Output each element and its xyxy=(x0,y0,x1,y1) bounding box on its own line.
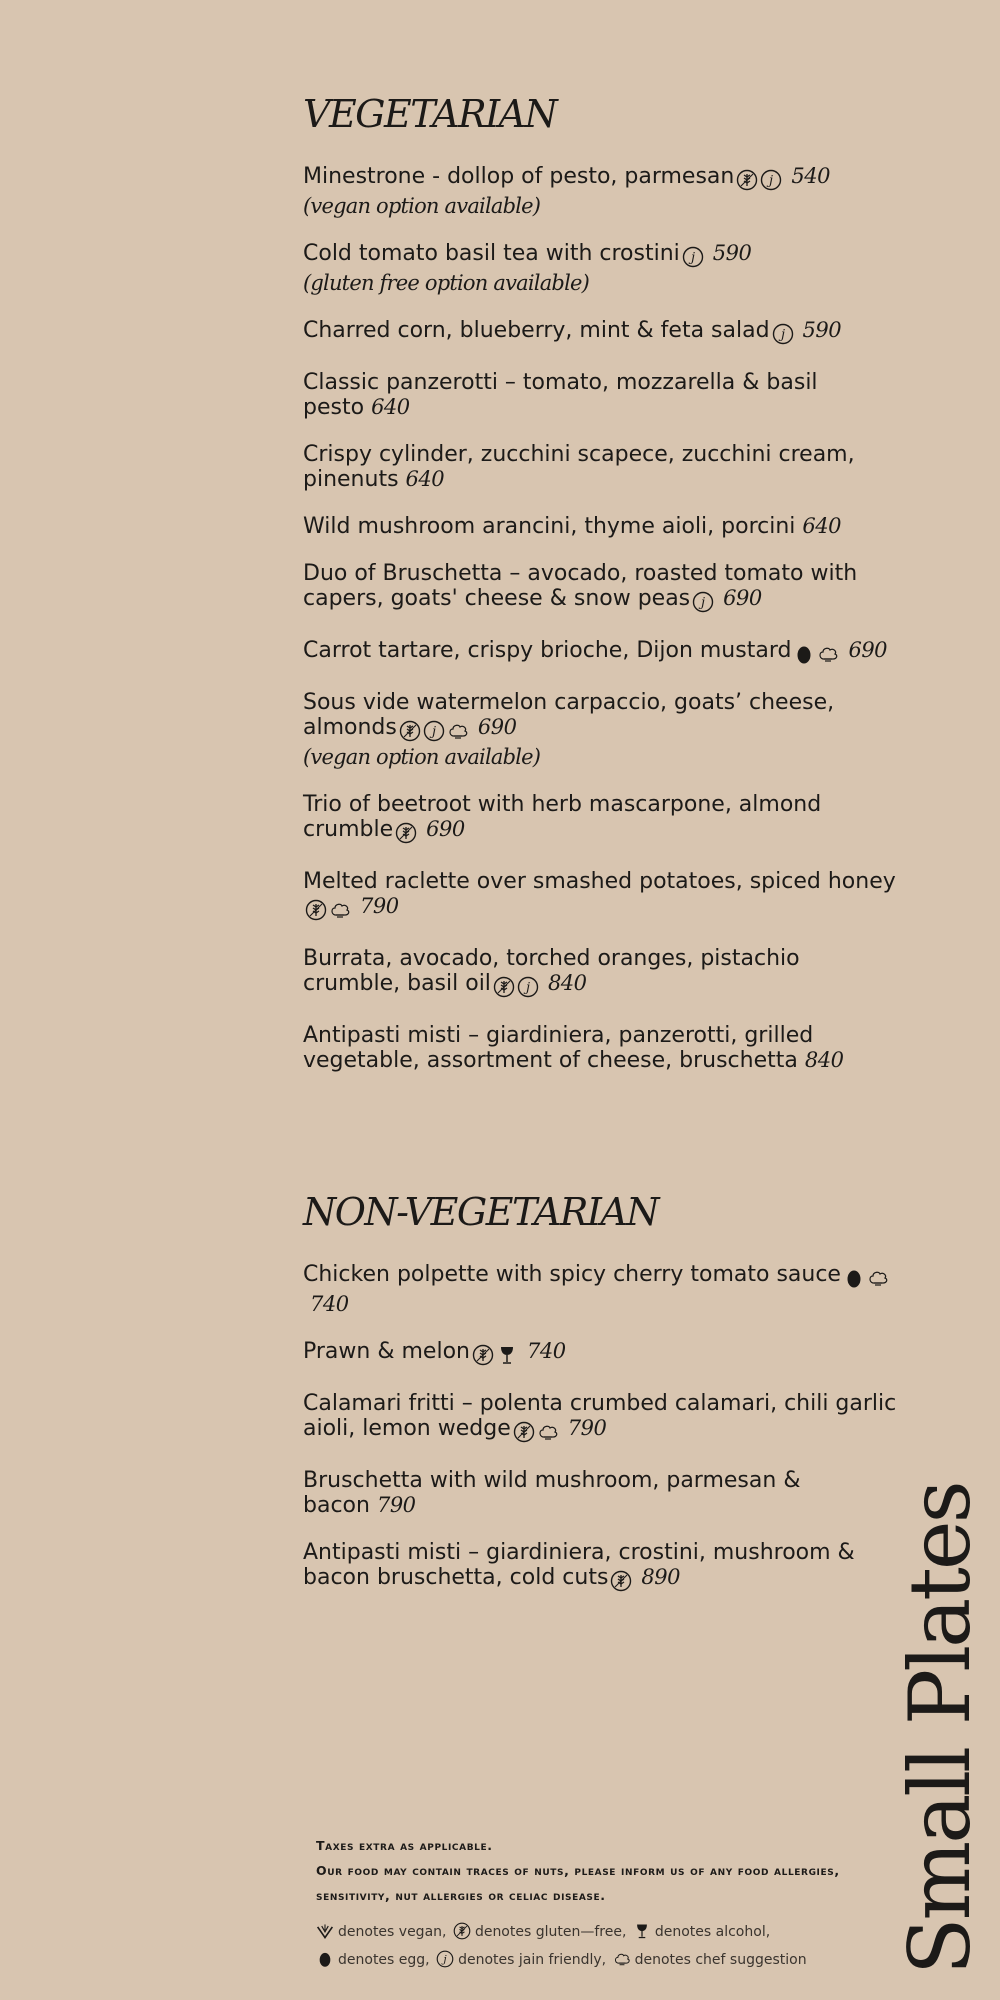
gluten-free-icon xyxy=(399,720,421,742)
svg-text:j: j xyxy=(780,327,785,343)
item-name: Antipasti misti – giardiniera, crostini, mushroom & bacon bruschetta, cold cuts xyxy=(303,1540,855,1590)
menu-item xyxy=(303,442,903,492)
item-price: 790 xyxy=(567,1416,607,1440)
item-icons xyxy=(772,323,796,348)
item-icons xyxy=(399,720,471,745)
chef-icon xyxy=(537,1421,559,1443)
section-title: NON-VEGETARIAN xyxy=(303,1190,659,1234)
item-price: 740 xyxy=(310,1292,349,1316)
jain-icon xyxy=(692,591,714,613)
item-name: Carrot tartare, crispy brioche, Dijon mustard xyxy=(303,638,792,663)
gluten-free-icon xyxy=(472,1344,494,1366)
item-name: Prawn & melon xyxy=(303,1339,470,1364)
item-price: 640 xyxy=(405,467,445,491)
svg-text:j: j xyxy=(701,595,706,611)
egg-icon xyxy=(316,1950,334,1968)
legend-text: denotes jain friendly, xyxy=(458,1952,607,1968)
menu-item xyxy=(303,869,903,924)
legend-text: denotes alcohol, xyxy=(654,1924,771,1940)
item-icons xyxy=(682,246,706,271)
menu-item xyxy=(303,1339,903,1369)
menu-item xyxy=(303,946,903,1001)
menu-item xyxy=(303,164,903,219)
item-icons xyxy=(843,1267,891,1292)
item-price: 790 xyxy=(376,1493,416,1517)
tax-notice: Taxes extra as applicable. xyxy=(316,1838,493,1853)
chef-icon xyxy=(447,720,469,742)
legend-entry xyxy=(316,1924,446,1940)
item-icons xyxy=(513,1421,561,1446)
item-icons xyxy=(493,976,541,1001)
menu-item xyxy=(303,241,903,296)
chef-icon xyxy=(867,1267,889,1289)
item-price: 840 xyxy=(804,1048,844,1072)
legend-text: denotes egg, xyxy=(338,1952,430,1968)
allergy-notice: Our food may contain traces of nuts, please inform us of any food allergies, sensitivity, nut allergies or celiac disease. xyxy=(316,1863,840,1903)
item-note: (gluten free option available) xyxy=(303,271,590,295)
menu-sections xyxy=(303,92,903,1595)
item-price: 590 xyxy=(802,318,842,342)
item-icons xyxy=(472,1344,520,1369)
item-price: 690 xyxy=(723,586,762,610)
svg-text:j: j xyxy=(431,724,436,740)
item-icons xyxy=(395,822,419,847)
menu-item xyxy=(303,638,903,668)
icon-legend xyxy=(316,1918,876,1974)
jain-icon xyxy=(772,323,794,345)
vegan-icon xyxy=(316,1922,334,1940)
chef-icon xyxy=(329,899,351,921)
jain-icon xyxy=(682,246,704,268)
gluten-free-icon xyxy=(513,1421,535,1443)
menu-item xyxy=(303,792,903,847)
item-name: Melted raclette over smashed potatoes, spiced honey xyxy=(303,869,896,894)
egg-icon xyxy=(843,1267,865,1289)
item-price: 590 xyxy=(712,241,752,265)
menu-content xyxy=(303,92,903,1617)
alcohol-icon xyxy=(496,1344,518,1366)
jain-icon xyxy=(760,169,782,191)
item-icons xyxy=(305,899,353,924)
section-title: VEGETARIAN xyxy=(303,92,557,136)
item-price: 890 xyxy=(641,1565,680,1589)
item-name: Duo of Bruschetta – avocado, roasted tomato with capers, goats' cheese & snow peas xyxy=(303,561,858,611)
legend-entry xyxy=(633,1924,770,1940)
menu-item xyxy=(303,1262,903,1317)
menu-item xyxy=(303,1540,903,1595)
svg-text:j: j xyxy=(769,173,774,189)
item-price: 690 xyxy=(426,817,465,841)
item-note: (vegan option available) xyxy=(303,194,541,218)
item-name: Chicken polpette with spicy cherry tomato sauce xyxy=(303,1262,841,1287)
item-price: 690 xyxy=(848,638,888,662)
legend-entry xyxy=(613,1952,807,1968)
menu-item xyxy=(303,370,903,420)
item-name: Wild mushroom arancini, thyme aioli, porcini xyxy=(303,514,796,539)
menu-item xyxy=(303,514,903,539)
legend-entry xyxy=(453,1924,626,1940)
item-price: 640 xyxy=(371,395,410,419)
item-name: Trio of beetroot with herb mascarpone, almond crumble xyxy=(303,792,822,842)
menu-item xyxy=(303,1468,903,1518)
gluten-free-icon xyxy=(395,822,417,844)
jain-icon xyxy=(436,1950,454,1968)
item-note: (vegan option available) xyxy=(303,745,541,769)
item-name: Calamari fritti – polenta crumbed calamari, chili garlic aioli, lemon wedge xyxy=(303,1391,897,1441)
item-name: Cold tomato basil tea with crostini xyxy=(303,241,680,266)
item-name: Burrata, avocado, torched oranges, pistachio crumble, basil oil xyxy=(303,946,800,996)
item-price: 840 xyxy=(547,971,587,995)
gluten-free-icon xyxy=(610,1570,632,1592)
item-price: 740 xyxy=(526,1339,566,1363)
jain-icon xyxy=(423,720,445,742)
menu-item xyxy=(303,318,903,348)
item-name: Bruschetta with wild mushroom, parmesan & bacon xyxy=(303,1468,801,1518)
legend-text: denotes vegan, xyxy=(338,1924,447,1940)
side-title: Small Plates xyxy=(891,1483,989,1975)
menu-footer xyxy=(316,1833,876,1974)
legend-entry xyxy=(436,1952,606,1968)
item-name: Charred corn, blueberry, mint & feta salad xyxy=(303,318,770,343)
menu-item xyxy=(303,690,903,770)
svg-text:j: j xyxy=(525,980,530,996)
item-icons xyxy=(736,169,784,194)
item-price: 540 xyxy=(791,164,830,188)
item-icons xyxy=(793,643,841,668)
alcohol-icon xyxy=(633,1922,651,1940)
legend-text: denotes chef suggestion xyxy=(634,1952,807,1968)
item-name: Classic panzerotti – tomato, mozzarella & basil pesto xyxy=(303,370,818,420)
chef-icon xyxy=(817,643,839,665)
item-price: 640 xyxy=(802,514,841,538)
item-name: Sous vide watermelon carpaccio, goats’ cheese, almonds xyxy=(303,690,835,740)
chef-icon xyxy=(613,1950,631,1968)
egg-icon xyxy=(793,643,815,665)
section-spacer xyxy=(303,1095,903,1190)
item-name: Minestrone - dollop of pesto, parmesan xyxy=(303,164,735,189)
menu-item xyxy=(303,1023,903,1073)
item-name: Antipasti misti – giardiniera, panzerotti, grilled vegetable, assortment of cheese, bruschetta xyxy=(303,1023,814,1073)
gluten-free-icon xyxy=(493,976,515,998)
svg-text:j: j xyxy=(443,1952,447,1966)
svg-text:j: j xyxy=(690,250,695,266)
gluten-free-icon xyxy=(453,1922,471,1940)
item-name: Crispy cylinder, zucchini scapece, zucchini cream, pinenuts xyxy=(303,442,855,492)
menu-item xyxy=(303,1391,903,1446)
gluten-free-icon xyxy=(736,169,758,191)
legend-text: denotes gluten—free, xyxy=(474,1924,627,1940)
gluten-free-icon xyxy=(305,899,327,921)
item-icons xyxy=(692,591,716,616)
jain-icon xyxy=(517,976,539,998)
legend-entry xyxy=(316,1952,430,1968)
item-icons xyxy=(610,1570,634,1595)
item-price: 790 xyxy=(360,894,399,918)
item-price: 690 xyxy=(477,715,517,739)
menu-item xyxy=(303,561,903,616)
